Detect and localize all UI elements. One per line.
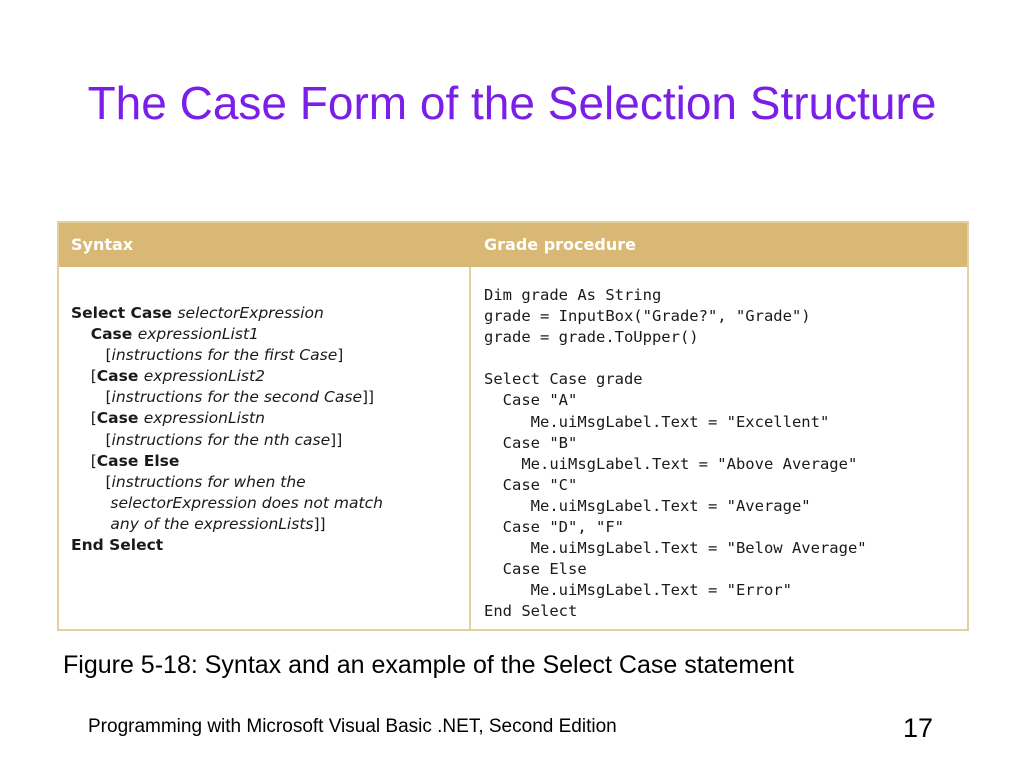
syntax-run: [: [71, 472, 112, 491]
syntax-line: [71, 535, 461, 556]
syntax-line: [71, 430, 461, 451]
syntax-run: ]]: [330, 430, 343, 449]
code-line: grade = grade.ToUpper(): [484, 328, 699, 347]
footer-text: Programming with Microsoft Visual Basic .NET, Second Edition: [88, 716, 617, 737]
syntax-run: Case: [96, 367, 144, 386]
code-line: Dim grade As String: [484, 286, 662, 304]
syntax-line: [71, 514, 461, 535]
code-line: Case "A": [484, 391, 578, 410]
syntax-run: End Select: [71, 536, 164, 555]
code-line: Case Else: [484, 560, 587, 579]
syntax-run: [: [71, 430, 112, 449]
code-line: Case "D", "F": [484, 518, 624, 537]
syntax-run: ]: [337, 346, 344, 365]
code-line: Me.uiMsgLabel.Text = "Average": [484, 496, 811, 515]
syntax-run: [: [71, 346, 112, 365]
syntax-line: [71, 408, 461, 429]
code-line: Me.uiMsgLabel.Text = "Excellent": [484, 412, 830, 431]
syntax-run: any of the expressionLists: [110, 514, 314, 533]
syntax-line: [71, 451, 461, 472]
syntax-run: ]]: [313, 514, 326, 533]
syntax-line: [71, 303, 461, 324]
syntax-column: [71, 303, 461, 556]
syntax-line: [71, 472, 461, 493]
syntax-run: Case: [96, 409, 144, 428]
syntax-run: [71, 515, 110, 533]
syntax-run: Select Case: [71, 304, 178, 322]
syntax-run: expressionListn: [143, 409, 265, 428]
syntax-line: [71, 324, 461, 345]
column-divider: [469, 267, 471, 629]
header-grade-procedure: Grade procedure: [484, 235, 636, 254]
table-header: [59, 223, 967, 267]
syntax-run: [: [71, 409, 97, 428]
syntax-line: [71, 493, 461, 514]
code-line: grade = InputBox("Grade?", "Grade"): [484, 307, 811, 326]
syntax-run: expressionList1: [137, 325, 259, 344]
code-line: Me.uiMsgLabel.Text = "Below Average": [484, 539, 867, 558]
code-line: End Select: [484, 602, 578, 621]
slide-title: The Case Form of the Selection Structure: [87, 77, 937, 129]
code-column: [484, 285, 964, 623]
figure-caption: Figure 5-18: Syntax and an example of the Select Case statement: [63, 651, 794, 679]
syntax-run: [: [71, 451, 97, 470]
syntax-run: Case: [90, 325, 138, 344]
syntax-run: Case Else: [96, 451, 180, 470]
code-line: [484, 348, 964, 369]
code-line: Select Case grade: [484, 370, 643, 389]
syntax-line: [71, 345, 461, 366]
syntax-run: instructions for the second Case: [111, 388, 362, 407]
code-line: Case "C": [484, 475, 578, 494]
syntax-line: [71, 387, 461, 408]
figure-table: [57, 221, 969, 631]
syntax-line: [71, 366, 461, 387]
syntax-run: selectorExpression does not match: [110, 493, 383, 512]
syntax-run: [: [71, 367, 97, 386]
syntax-run: expressionList2: [143, 367, 265, 386]
syntax-run: instructions for the first Case: [111, 346, 338, 365]
syntax-run: [71, 494, 110, 512]
syntax-run: instructions for when the: [111, 472, 306, 491]
header-syntax: Syntax: [71, 235, 134, 254]
page-number: 17: [903, 713, 934, 743]
syntax-run: [71, 325, 91, 343]
syntax-run: [: [71, 388, 112, 407]
code-line: Case "B": [484, 433, 578, 452]
syntax-run: instructions for the nth case: [111, 430, 331, 449]
code-line: Me.uiMsgLabel.Text = "Error": [484, 581, 792, 600]
syntax-run: ]]: [361, 388, 375, 407]
syntax-run: selectorExpression: [177, 304, 324, 322]
code-line: Me.uiMsgLabel.Text = "Above Average": [484, 454, 858, 473]
